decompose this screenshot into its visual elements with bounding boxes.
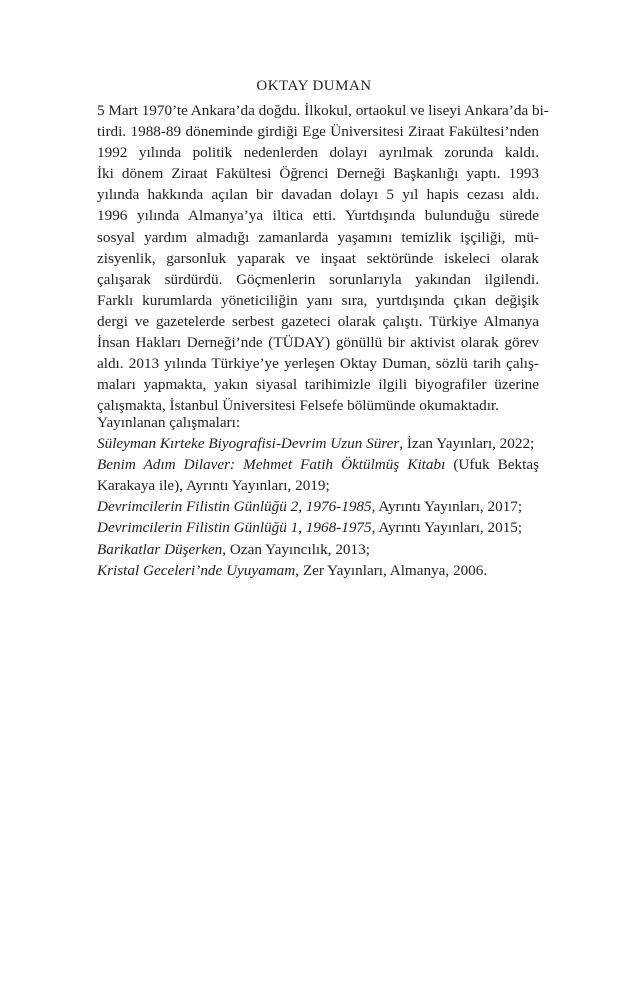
publication-details: , Ayrıntı Yayınları, 2017; — [371, 498, 523, 516]
bio-line: aldı. 2013 yılında Türkiye’ye yerleşen Oktay Duman, sözlü tarih çalış- — [97, 355, 539, 373]
bio-line: İnsan Hakları Derneği’nde (TÜDAY) gönüllü bir aktivist olarak görev — [97, 334, 539, 352]
publication-details: , Ayrıntı Yayınları, 2015; — [371, 519, 523, 537]
publication-title: Barikatlar Düşerken — [97, 540, 223, 558]
bio-line: 1996 yılında Almanya’ya iltica etti. Yurtdışında bulunduğu sürede — [97, 207, 539, 225]
publication-details: , İzan Yayınları, 2022; — [399, 435, 535, 453]
author-biography — [97, 100, 549, 416]
publications-list — [97, 412, 539, 581]
bio-line: çalışmakta, İstanbul Üniversitesi Felsefe bölümünde okumaktadır. — [97, 397, 499, 415]
bio-line: Farklı kurumlarda yöneticiliğin yanı sıra, yurtdışında çıkan değişik — [97, 291, 539, 309]
bio-line: dergi ve gazetelerde serbest gazeteci olarak çalıştı. Türkiye Almanya — [97, 312, 539, 330]
bio-line: tirdi. 1988-89 döneminde girdiği Ege Üniversitesi Ziraat Fakültesi’nden — [97, 123, 539, 141]
publication-item — [97, 433, 539, 454]
publication-details: Karakaya ile), Ayrıntı Yayınları, 2019; — [97, 477, 330, 495]
publication-title: Devrimcilerin Filistin Günlüğü 2, 1976-1985 — [97, 498, 372, 516]
publication-item — [97, 496, 539, 517]
publications-heading: Yayınlanan çalışmaları: — [97, 414, 241, 431]
publication-title: Benim Adım Dilaver: Mehmet Fatih Öktülmüş Kitabı — [97, 456, 446, 474]
bio-line: maları yapmakta, yakın siyasal tarihimizle ilgili biyografiler üzerine — [97, 376, 539, 394]
bio-line: zisyenlik, garsonluk yaparak ve inşaat sektöründe iskeleci olarak — [97, 249, 539, 267]
publication-title: Devrimcilerin Filistin Günlüğü 1, 1968-1975 — [97, 519, 372, 537]
bio-line: İki dönem Ziraat Fakültesi Öğrenci Derneği Başkanlığı yaptı. 1993 — [97, 165, 539, 183]
publication-title: Süleyman Kırteke Biyografisi-Devrim Uzun Sürer — [97, 435, 400, 453]
publication-item — [97, 454, 539, 496]
bio-line: 1992 yılında politik nedenlerden dolayı ayrılmak zorunda kaldı. — [97, 144, 539, 162]
author-name: OKTAY DUMAN — [256, 78, 372, 94]
publication-details: , Zer Yayınları, Almanya, 2006. — [295, 561, 488, 579]
bio-line: yılında hakkında açılan bir davadan dolayı 5 yıl hapis cezası aldı. — [97, 186, 539, 204]
bio-line: çalışarak sürdürdü. Göçmenlerin sorunlarıyla yakından ilgilendi. — [97, 270, 539, 288]
publication-item — [97, 539, 539, 560]
publication-item — [97, 560, 539, 581]
bio-line: sosyal yardım almadığı zamanlarda yaşamını temizlik işçiliği, mü- — [97, 228, 539, 246]
publication-item — [97, 517, 539, 538]
publication-details: , Ozan Yayıncılık, 2013; — [222, 540, 370, 558]
publication-title: Kristal Geceleri’nde Uyuyamam — [97, 561, 296, 579]
bio-line: 5 Mart 1970’te Ankara’da doğdu. İlkokul, ortaokul ve liseyi Ankara’da bi- — [97, 102, 549, 119]
publication-details: (Ufuk Bektaş — [445, 456, 540, 474]
